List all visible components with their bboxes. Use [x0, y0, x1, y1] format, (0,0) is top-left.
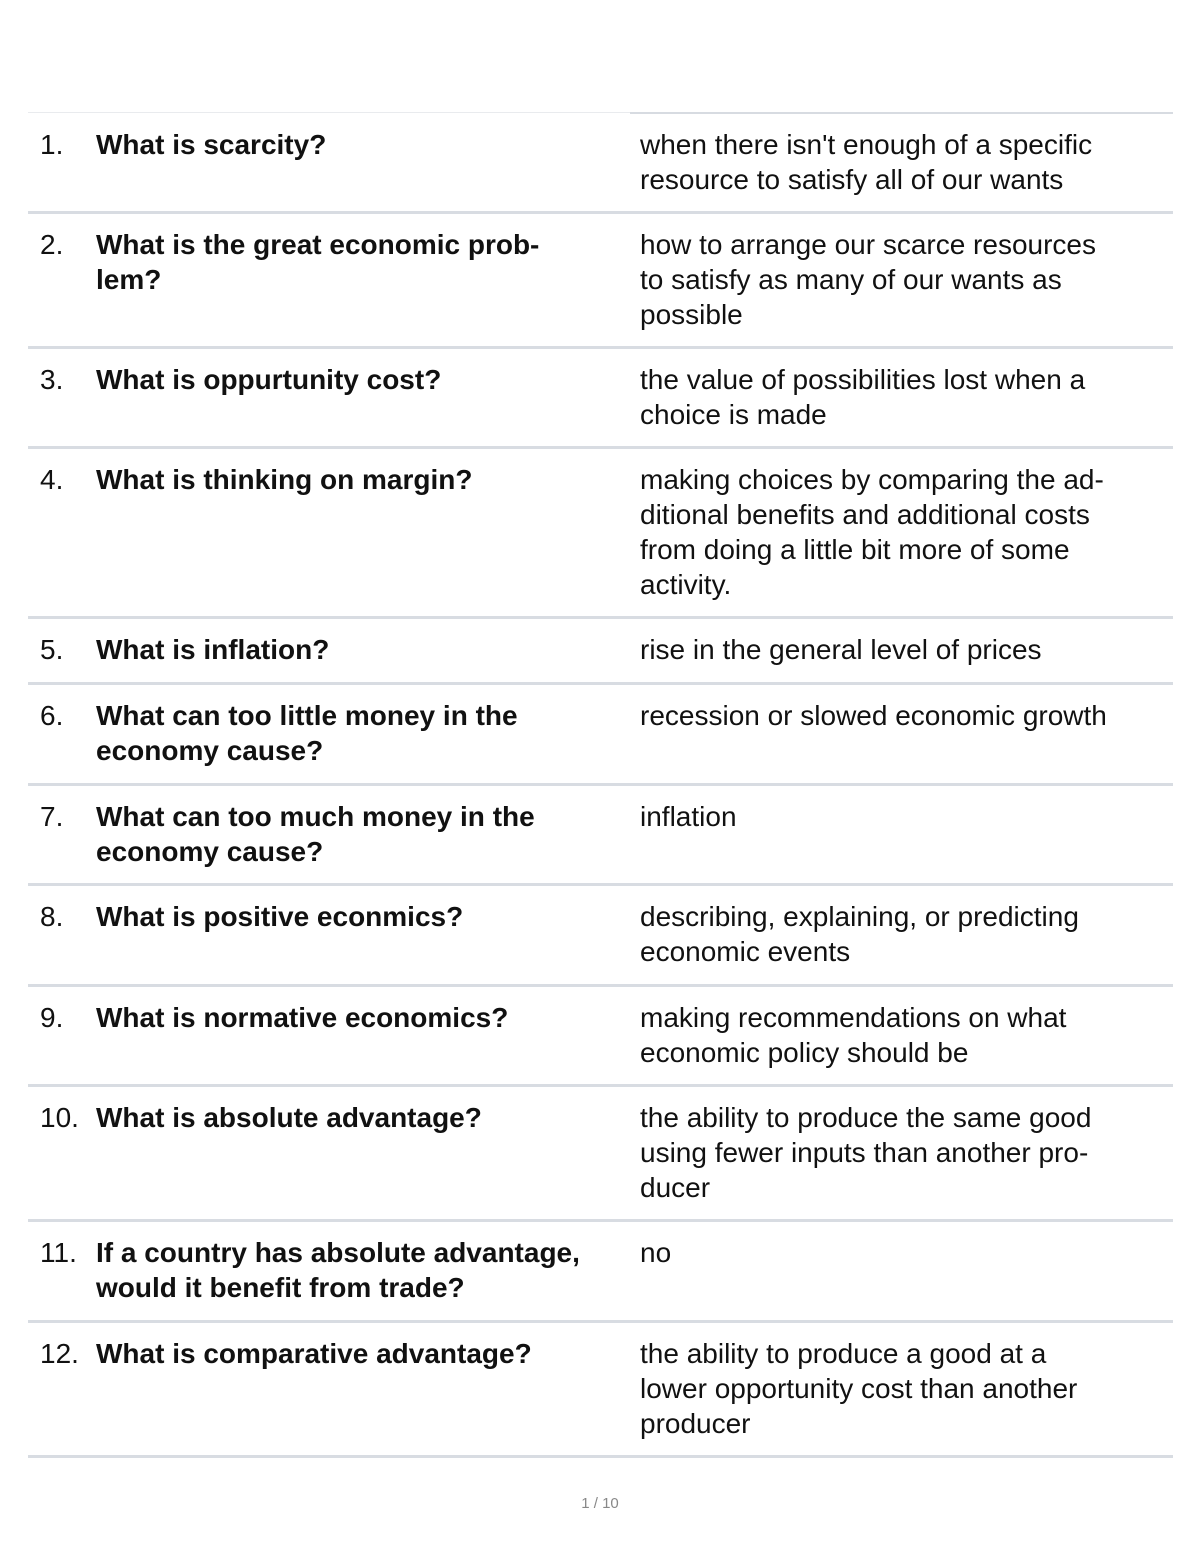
card-term: What can too much money in the economy cause? [96, 801, 535, 867]
flashcard-row [28, 786, 1173, 886]
card-definition: no [640, 1237, 672, 1268]
card-number: 3. [40, 364, 64, 395]
flashcard-row [28, 449, 1173, 619]
flashcard-row [28, 619, 1173, 685]
card-term: What is normative economics? [96, 1002, 509, 1033]
card-number: 1. [40, 129, 64, 160]
card-definition: describing, explaining, or predicting economic events [640, 901, 1079, 967]
top-divider-left [28, 112, 630, 113]
card-definition: when there isn't enough of a specific resource to satisfy all of our wants [640, 129, 1093, 195]
card-term: What can too little money in the economy cause? [96, 700, 518, 766]
flashcard-row [28, 987, 1173, 1087]
flashcard-row [28, 1087, 1173, 1222]
flashcard-row [28, 114, 1173, 214]
card-definition: rise in the general level of prices [640, 634, 1042, 665]
card-term: What is absolute advantage? [96, 1102, 482, 1133]
card-number: 2. [40, 229, 64, 260]
card-definition: making choices by comparing the ad- ditional benefits and additional costs from doing a little bit more of some activity. [640, 464, 1104, 600]
card-term: What is positive econmics? [96, 901, 464, 932]
card-term: What is scarcity? [96, 129, 327, 160]
card-definition: the value of possibilities lost when a choice is made [640, 364, 1086, 430]
card-term: What is comparative advantage? [96, 1338, 532, 1369]
card-definition: recession or slowed economic growth [640, 700, 1107, 731]
card-number: 12. [40, 1338, 79, 1369]
card-number: 6. [40, 700, 64, 731]
flashcard-row [28, 349, 1173, 449]
page-number-indicator: 1 / 10 [581, 1495, 619, 1512]
card-number: 10. [40, 1102, 79, 1133]
flashcard-list [28, 114, 1173, 1458]
card-definition: the ability to produce the same good using fewer inputs than another pro- ducer [640, 1102, 1092, 1203]
card-number: 7. [40, 801, 64, 832]
card-term: What is the great economic prob- lem? [96, 229, 540, 295]
card-term: What is inflation? [96, 634, 330, 665]
flashcard-row [28, 214, 1173, 349]
card-definition: inflation [640, 801, 737, 832]
card-number: 8. [40, 901, 64, 932]
card-definition: making recommendations on what economic policy should be [640, 1002, 1067, 1068]
card-number: 4. [40, 464, 64, 495]
card-definition: the ability to produce a good at a lower opportunity cost than another producer [640, 1338, 1078, 1439]
flashcard-row [28, 886, 1173, 987]
card-term: What is thinking on margin? [96, 464, 473, 495]
card-number: 9. [40, 1002, 64, 1033]
card-definition: how to arrange our scarce resources to satisfy as many of our wants as possible [640, 229, 1096, 330]
card-term: If a country has absolute advantage, would it benefit from trade? [96, 1237, 580, 1303]
flashcard-row [28, 1323, 1173, 1458]
flashcard-row [28, 685, 1173, 786]
flashcard-row [28, 1222, 1173, 1323]
card-term: What is oppurtunity cost? [96, 364, 442, 395]
card-number: 5. [40, 634, 64, 665]
card-number: 11. [40, 1237, 77, 1268]
